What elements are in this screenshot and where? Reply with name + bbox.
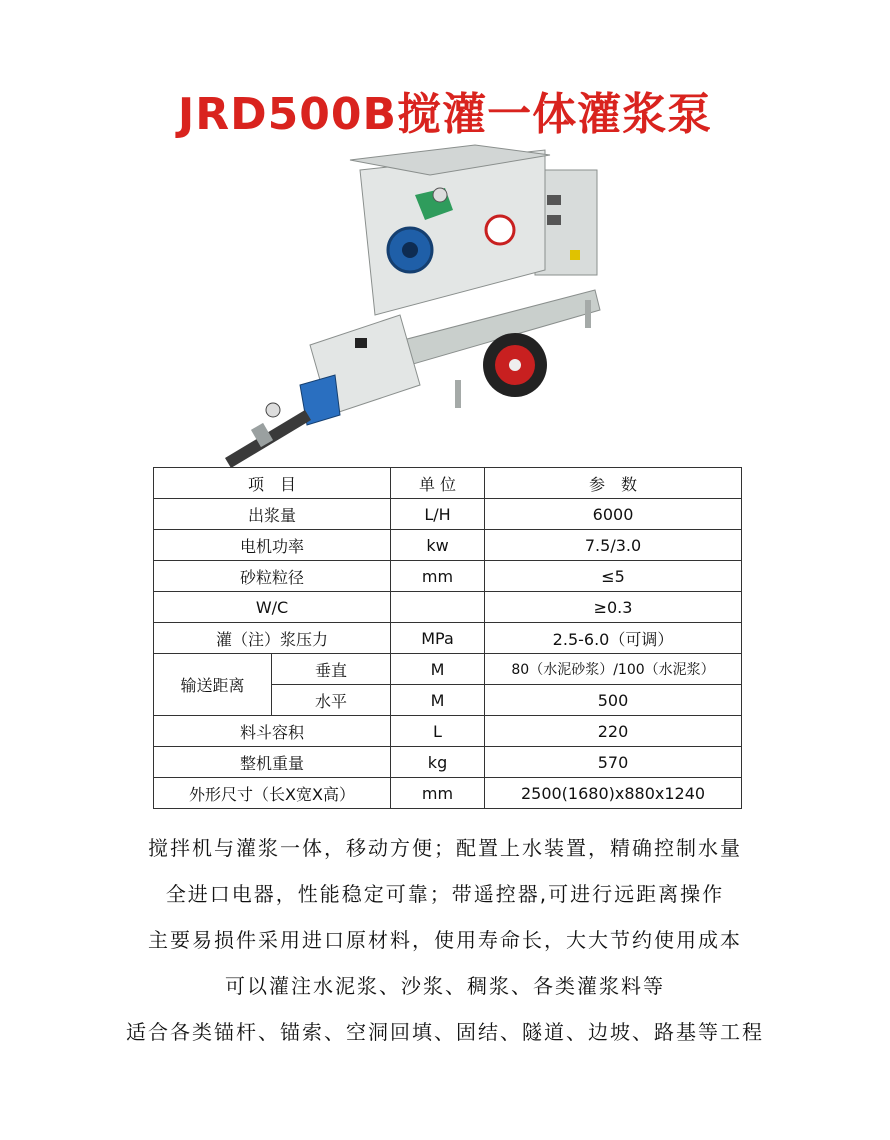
row-unit: mm — [391, 561, 485, 592]
row-item: 电机功率 — [154, 530, 391, 561]
distance-label: 输送距离 — [154, 654, 272, 716]
row-param: 2.5-6.0（可调） — [485, 623, 742, 654]
feature-list — [0, 828, 890, 1058]
row-item: 料斗容积 — [154, 716, 391, 747]
row-unit: M — [391, 654, 485, 685]
row-item: 灌（注）浆压力 — [154, 623, 391, 654]
header-param: 参 数 — [485, 468, 742, 499]
row-param: 570 — [485, 747, 742, 778]
table-row — [154, 778, 742, 809]
table-row — [154, 747, 742, 778]
table-row — [154, 654, 742, 685]
table-row — [154, 499, 742, 530]
feature-line: 适合各类锚杆、锚索、空洞回填、固结、隧道、边坡、路基等工程 — [126, 1020, 764, 1044]
page-title: JRD500B搅灌一体灌浆泵 — [177, 89, 713, 140]
row-unit: L/H — [391, 499, 485, 530]
row-param: 7.5/3.0 — [485, 530, 742, 561]
row-item: 整机重量 — [154, 747, 391, 778]
row-param: 80（水泥砂浆）/100（水泥浆） — [485, 654, 742, 685]
product-photo — [215, 140, 615, 470]
row-item: 水平 — [272, 685, 391, 716]
row-param: 220 — [485, 716, 742, 747]
row-param: 6000 — [485, 499, 742, 530]
feature-line: 可以灌注水泥浆、沙浆、稠浆、各类灌浆料等 — [225, 974, 665, 998]
row-unit: kw — [391, 530, 485, 561]
row-item: 垂直 — [272, 654, 391, 685]
row-param: 2500(1680)x880x1240 — [485, 778, 742, 809]
row-unit — [391, 592, 485, 623]
row-param: ≤5 — [485, 561, 742, 592]
table-row — [154, 592, 742, 623]
row-unit: kg — [391, 747, 485, 778]
table-row — [154, 716, 742, 747]
row-item: 砂粒粒径 — [154, 561, 391, 592]
table-header-row — [154, 468, 742, 499]
row-unit: L — [391, 716, 485, 747]
spec-table — [153, 467, 742, 809]
row-unit: mm — [391, 778, 485, 809]
feature-line: 主要易损件采用进口原材料，使用寿命长，大大节约使用成本 — [148, 928, 742, 952]
header-unit: 单 位 — [391, 468, 485, 499]
header-item: 项 目 — [154, 468, 391, 499]
row-item: W/C — [154, 592, 391, 623]
row-item: 外形尺寸（长X宽X高） — [154, 778, 391, 809]
table-row — [154, 530, 742, 561]
row-unit: M — [391, 685, 485, 716]
feature-line: 全进口电器，性能稳定可靠；带遥控器,可进行远距离操作 — [165, 882, 725, 906]
row-unit: MPa — [391, 623, 485, 654]
table-row — [154, 623, 742, 654]
feature-line: 搅拌机与灌浆一体，移动方便；配置上水装置，精确控制水量 — [148, 836, 742, 860]
row-param: 500 — [485, 685, 742, 716]
row-item: 出浆量 — [154, 499, 391, 530]
table-row — [154, 561, 742, 592]
row-param: ≥0.3 — [485, 592, 742, 623]
